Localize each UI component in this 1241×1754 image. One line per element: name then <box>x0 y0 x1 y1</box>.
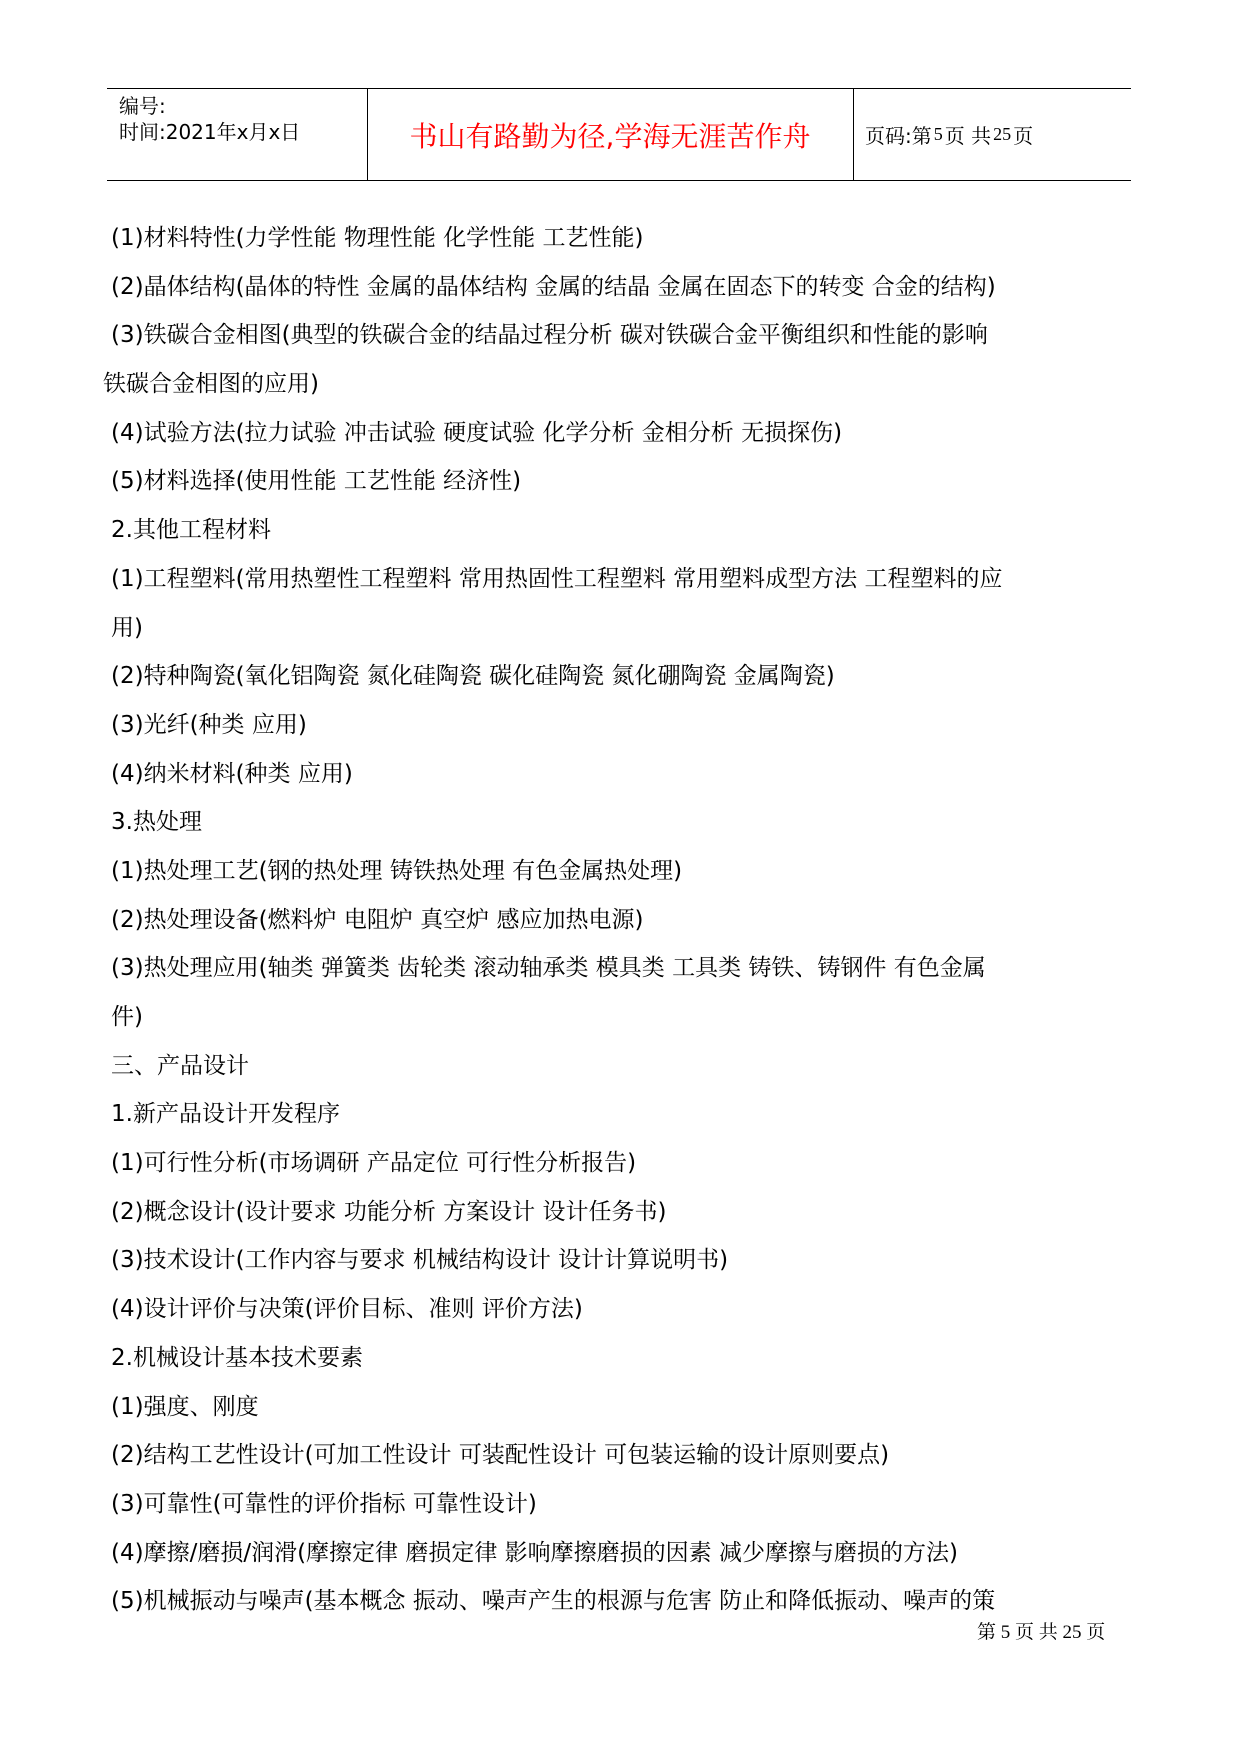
body-line: (3)热处理应用(轴类 弹簧类 齿轮类 滚动轴承类 模具类 工具类 铸铁、铸钢件 有色金属 <box>111 955 986 982</box>
body-line: (3)光纤(种类 应用) <box>111 711 307 738</box>
page-footer: 第 5 页 共 25 页 <box>977 1622 1106 1643</box>
page-prefix: 页码:第 <box>865 124 932 148</box>
page-middle: 页 共 <box>944 124 992 148</box>
section-heading: 2.机械设计基本技术要素 <box>111 1344 363 1371</box>
header-motto: 书山有路勤为径,学海无涯苦作舟 <box>409 119 811 153</box>
page-total: 25 <box>993 124 1012 144</box>
body-line: (1)热处理工艺(钢的热处理 铸铁热处理 有色金属热处理) <box>111 857 683 884</box>
section-heading: 1.新产品设计开发程序 <box>111 1101 340 1128</box>
body-line: (3)技术设计(工作内容与要求 机械结构设计 设计计算说明书) <box>111 1247 729 1274</box>
body-line: 件) <box>111 1004 143 1030</box>
body-line: (4)纳米材料(种类 应用) <box>111 760 353 787</box>
page-current: 5 <box>933 124 943 144</box>
body-line: (4)试验方法(拉力试验 冲击试验 硬度试验 化学分析 金相分析 无损探伤) <box>111 419 843 446</box>
chapter-heading: 三、产品设计 <box>111 1052 249 1079</box>
page-suffix: 页 <box>1013 124 1034 148</box>
body-line: 铁碳合金相图的应用) <box>103 371 319 398</box>
body-line: (3)可靠性(可靠性的评价指标 可靠性设计) <box>111 1490 537 1517</box>
body-line: (4)摩擦/磨损/润滑(摩擦定律 磨损定律 影响摩擦磨损的因素 减少摩擦与磨损的方法) <box>111 1539 958 1566</box>
body-line: (2)热处理设备(燃料炉 电阻炉 真空炉 感应加热电源) <box>111 906 644 933</box>
body-line: (3)铁碳合金相图(典型的铁碳合金的结晶过程分析 碳对铁碳合金平衡组织和性能的影响 <box>111 322 988 349</box>
body-line: (1)材料特性(力学性能 物理性能 化学性能 工艺性能) <box>111 225 644 251</box>
page-header <box>107 88 1131 181</box>
document-number-label: 编号: <box>119 94 166 118</box>
document-body <box>103 214 1131 1626</box>
body-line: (5)材料选择(使用性能 工艺性能 经济性) <box>111 468 522 495</box>
body-line: (2)特种陶瓷(氧化铝陶瓷 氮化硅陶瓷 碳化硅陶瓷 氮化硼陶瓷 金属陶瓷) <box>111 663 835 690</box>
header-divider-right <box>853 89 854 180</box>
body-line: (2)概念设计(设计要求 功能分析 方案设计 设计任务书) <box>111 1198 667 1225</box>
body-line: 用) <box>111 614 143 641</box>
body-line: (1)强度、刚度 <box>111 1393 259 1420</box>
header-meta <box>119 93 300 145</box>
body-line: (5)机械振动与噪声(基本概念 振动、噪声产生的根源与危害 防止和降低振动、噪声的策 <box>111 1588 996 1615</box>
body-line: (1)工程塑料(常用热塑性工程塑料 常用热固性工程塑料 常用塑料成型方法 工程塑料的应 <box>111 565 1003 592</box>
body-line: (4)设计评价与决策(评价目标、准则 评价方法) <box>111 1296 583 1323</box>
section-heading: 2.其他工程材料 <box>111 517 271 544</box>
section-heading: 3.热处理 <box>111 809 202 836</box>
document-time: 时间:2021年x月x日 <box>119 120 301 144</box>
body-line: (1)可行性分析(市场调研 产品定位 可行性分析报告) <box>111 1150 637 1177</box>
header-page-info <box>865 89 1033 180</box>
body-line: (2)晶体结构(晶体的特性 金属的晶体结构 金属的结晶 金属在固态下的转变 合金的结构) <box>111 273 996 300</box>
body-line: (2)结构工艺性设计(可加工性设计 可装配性设计 可包装运输的设计原则要点) <box>111 1442 890 1469</box>
